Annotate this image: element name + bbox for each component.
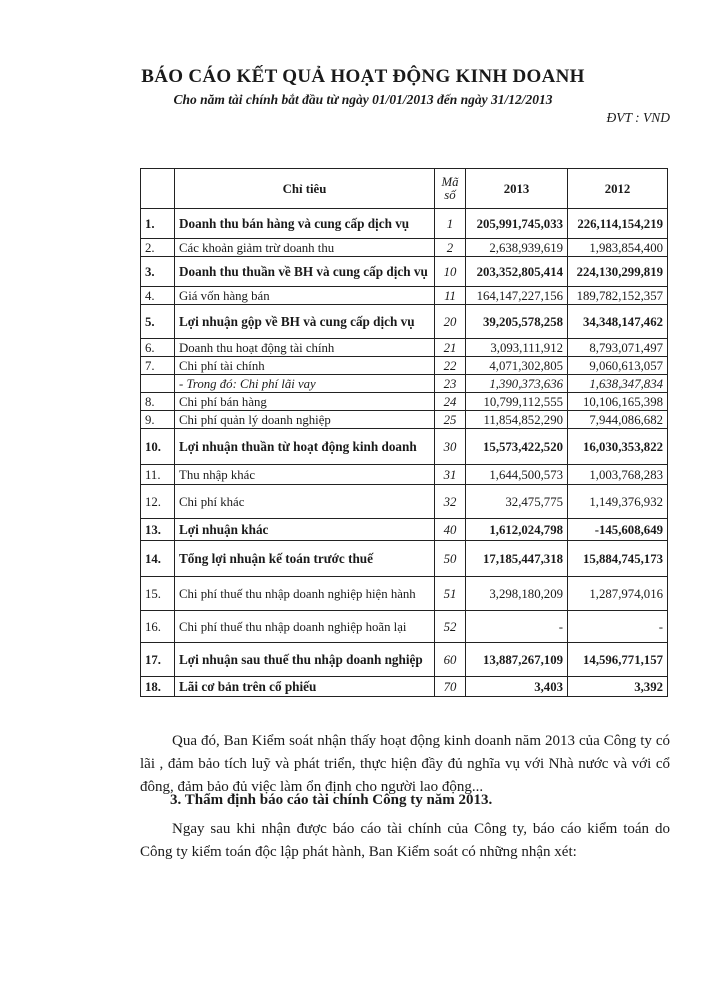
row-code: 20 [435,305,466,339]
header-stt [141,169,175,209]
row-number: 10. [141,429,175,465]
row-value-2012: 7,944,086,682 [568,411,668,429]
row-value-2012: 189,782,152,357 [568,287,668,305]
row-value-2012: -145,608,649 [568,519,668,541]
income-statement-table [140,168,668,697]
section-heading: 3. Thẩm định báo cáo tài chính Công ty năm 2013. [170,792,493,808]
row-code: 2 [435,239,466,257]
row-value-2013: 1,644,500,573 [466,465,568,485]
row-number: 7. [141,357,175,375]
row-label: Chi phí quản lý doanh nghiệp [175,411,435,429]
header-label: Chỉ tiêu [175,169,435,209]
row-value-2013: 1,390,373,636 [466,375,568,393]
row-code: 10 [435,257,466,287]
row-value-2013: 11,854,852,290 [466,411,568,429]
row-label: Chi phí thuế thu nhập doanh nghiệp hoãn lại [175,611,435,643]
row-label: Lợi nhuận gộp về BH và cung cấp dịch vụ [175,305,435,339]
row-label: Chi phí thuế thu nhập doanh nghiệp hiện hành [175,577,435,611]
row-value-2013: 3,298,180,209 [466,577,568,611]
header-code [435,169,466,209]
row-number: 3. [141,257,175,287]
row-value-2012: 16,030,353,822 [568,429,668,465]
row-code: 23 [435,375,466,393]
row-code: 25 [435,411,466,429]
row-value-2013: 1,612,024,798 [466,519,568,541]
row-label: Các khoản giảm trừ doanh thu [175,239,435,257]
row-number: 12. [141,485,175,519]
row-code: 11 [435,287,466,305]
row-code: 31 [435,465,466,485]
row-value-2013: 13,887,267,109 [466,643,568,677]
report-period: Cho năm tài chính bắt đầu từ ngày 01/01/2013 đến ngày 31/12/2013 [173,92,553,107]
row-code: 30 [435,429,466,465]
row-code: 52 [435,611,466,643]
row-value-2012: 9,060,613,057 [568,357,668,375]
row-value-2012: 1,287,974,016 [568,577,668,611]
row-label: Lợi nhuận khác [175,519,435,541]
row-label: Chi phí khác [175,485,435,519]
table-row [141,485,668,519]
row-label: Doanh thu thuần về BH và cung cấp dịch vụ [175,257,435,287]
row-code: 21 [435,339,466,357]
row-number: 4. [141,287,175,305]
row-number: 18. [141,677,175,697]
row-value-2013: 3,403 [466,677,568,697]
row-number: 11. [141,465,175,485]
row-value-2013: 205,991,745,033 [466,209,568,239]
header-code-line2: số [444,187,456,202]
row-value-2012: 34,348,147,462 [568,305,668,339]
row-label: Lợi nhuận sau thuế thu nhập doanh nghiệp [175,643,435,677]
row-code: 1 [435,209,466,239]
row-value-2012: 1,983,854,400 [568,239,668,257]
row-number: 17. [141,643,175,677]
table-row [141,287,668,305]
row-value-2013: 15,573,422,520 [466,429,568,465]
row-number: 16. [141,611,175,643]
row-value-2012: 1,638,347,834 [568,375,668,393]
table-row [141,375,668,393]
row-number: 13. [141,519,175,541]
table-row [141,643,668,677]
paragraph-conclusion: Qua đó, Ban Kiểm soát nhận thấy hoạt động kinh doanh năm 2013 của Công ty có lãi , đảm bảo tích luỹ và phát triển, thực hiện đầy đủ nghĩa vụ với Nhà nước và với cổ đông, đảm bảo đủ việc làm ổn định cho người lao động... [140,733,670,795]
row-number: 5. [141,305,175,339]
row-value-2012: 10,106,165,398 [568,393,668,411]
row-code: 22 [435,357,466,375]
row-code: 40 [435,519,466,541]
row-label: Lợi nhuận thuần từ hoạt động kinh doanh [175,429,435,465]
row-value-2012: 14,596,771,157 [568,643,668,677]
paragraph-review: Ngay sau khi nhận được báo cáo tài chính của Công ty, báo cáo kiểm toán do Công ty kiểm toán độc lập phát hành, Ban Kiểm soát có những nhận xét: [140,821,670,860]
row-number: 8. [141,393,175,411]
row-label: Doanh thu bán hàng và cung cấp dịch vụ [175,209,435,239]
row-code: 50 [435,541,466,577]
row-label: Chi phí bán hàng [175,393,435,411]
row-value-2012: - [568,611,668,643]
row-value-2013: 32,475,775 [466,485,568,519]
table-row [141,339,668,357]
row-label: Thu nhập khác [175,465,435,485]
table-header-row [141,169,668,209]
row-value-2013: 17,185,447,318 [466,541,568,577]
row-number [141,375,175,393]
report-title: BÁO CÁO KẾT QUẢ HOẠT ĐỘNG KINH DOANH [141,66,585,87]
row-label: Chi phí tài chính [175,357,435,375]
table-row [141,677,668,697]
row-code: 51 [435,577,466,611]
header-year-2012: 2012 [568,169,668,209]
row-value-2013: 2,638,939,619 [466,239,568,257]
row-value-2012: 226,114,154,219 [568,209,668,239]
table-row [141,393,668,411]
header-year-2013: 2013 [466,169,568,209]
row-code: 24 [435,393,466,411]
row-value-2012: 8,793,071,497 [568,339,668,357]
row-code: 32 [435,485,466,519]
row-value-2013: 164,147,227,156 [466,287,568,305]
table-row [141,429,668,465]
table-body [141,209,668,697]
row-value-2012: 1,149,376,932 [568,485,668,519]
row-number: 9. [141,411,175,429]
row-number: 2. [141,239,175,257]
row-value-2012: 1,003,768,283 [568,465,668,485]
table-row [141,411,668,429]
row-value-2013: 10,799,112,555 [466,393,568,411]
row-number: 14. [141,541,175,577]
table-row [141,577,668,611]
row-label: - Trong đó: Chi phí lãi vay [175,375,435,393]
table-row [141,305,668,339]
row-label: Lãi cơ bản trên cổ phiếu [175,677,435,697]
row-value-2013: 203,352,805,414 [466,257,568,287]
row-value-2013: - [466,611,568,643]
table-row [141,257,668,287]
row-number: 1. [141,209,175,239]
row-code: 60 [435,643,466,677]
row-number: 6. [141,339,175,357]
table-row [141,357,668,375]
row-number: 15. [141,577,175,611]
table-row [141,209,668,239]
table-row [141,541,668,577]
table-row [141,465,668,485]
row-code: 70 [435,677,466,697]
row-label: Doanh thu hoạt động tài chính [175,339,435,357]
table-row [141,611,668,643]
row-value-2012: 224,130,299,819 [568,257,668,287]
header-code-line1: Mã [441,174,459,189]
row-value-2013: 39,205,578,258 [466,305,568,339]
row-label: Tổng lợi nhuận kế toán trước thuế [175,541,435,577]
row-value-2012: 3,392 [568,677,668,697]
row-value-2013: 4,071,302,805 [466,357,568,375]
table-row [141,519,668,541]
row-label: Giá vốn hàng bán [175,287,435,305]
row-value-2013: 3,093,111,912 [466,339,568,357]
table-row [141,239,668,257]
currency-unit: ĐVT : VND [606,110,670,125]
row-value-2012: 15,884,745,173 [568,541,668,577]
